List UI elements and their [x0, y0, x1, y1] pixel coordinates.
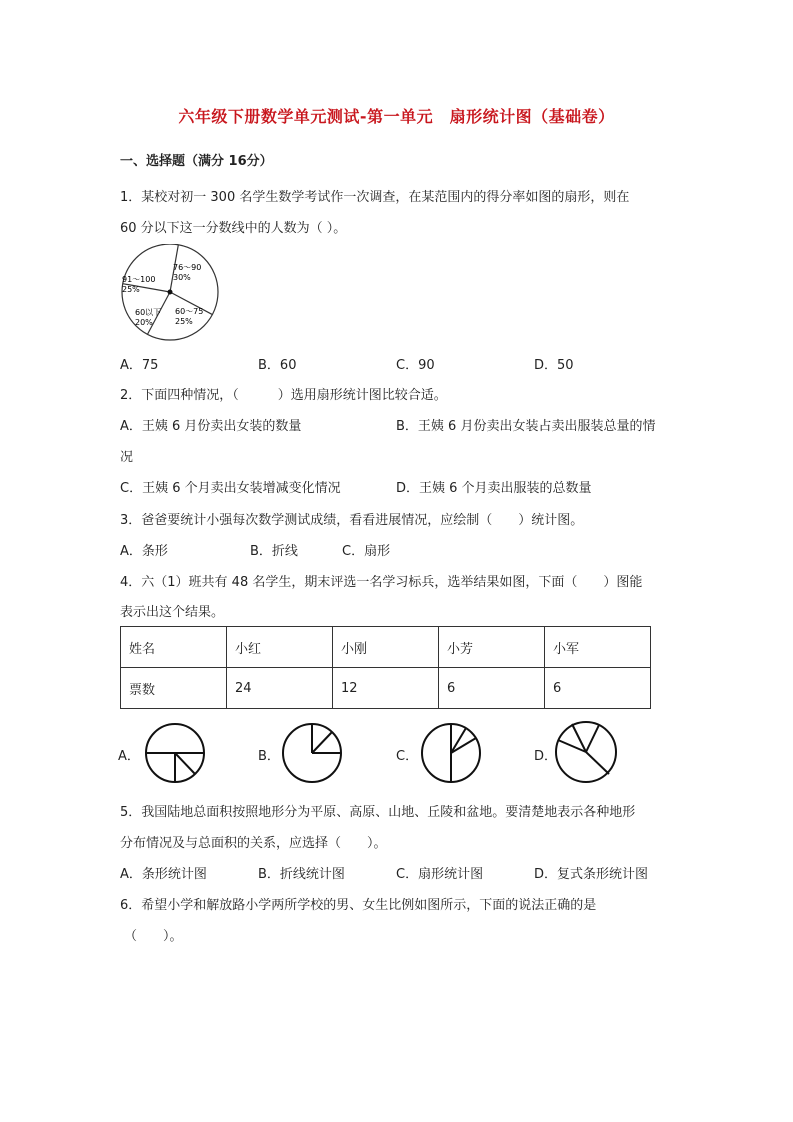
slice-label-91-100: 91～100 — [122, 275, 156, 284]
q1-option-a[interactable]: A．75 — [120, 358, 159, 373]
q5-line2: 分布情况及与总面积的关系，应选择（ ）。 — [120, 836, 387, 851]
table-cell: 12 — [333, 668, 439, 709]
q1-pie-chart — [117, 244, 225, 344]
slice-pct-91-100: 25% — [122, 285, 140, 294]
page-title: 六年级下册数学单元测试-第一单元 扇形统计图（基础卷） — [178, 107, 615, 126]
q3-option-c[interactable]: C．扇形 — [342, 544, 391, 559]
q2-option-d[interactable]: D．王姨 6 个月卖出服装的总数量 — [396, 481, 592, 496]
q4-line2: 表示出这个结果。 — [120, 605, 225, 620]
q4-option-a[interactable]: A． — [118, 749, 140, 764]
q4-option-b-pie[interactable] — [279, 722, 345, 784]
q2-option-a[interactable]: A．王姨 6 月份卖出女装的数量 — [120, 419, 302, 434]
q5-option-c[interactable]: C．扇形统计图 — [396, 867, 484, 882]
slice-pct-76-90: 30% — [173, 273, 191, 282]
q1-option-d[interactable]: D．50 — [534, 358, 574, 373]
q5-line1: 5．我国陆地总面积按照地形分为平原、高原、山地、丘陵和盆地。要清楚地表示各种地形 — [120, 805, 636, 820]
q4-option-d[interactable]: D． — [534, 749, 558, 764]
table-cell: 小军 — [545, 627, 651, 668]
q2-option-b[interactable]: B．王姨 6 月份卖出女装占卖出服装总量的情 — [396, 419, 656, 434]
slice-label-60-75: 60～75 — [175, 307, 204, 316]
q2-option-b-cont: 况 — [120, 450, 134, 465]
q5-option-b[interactable]: B．折线统计图 — [258, 867, 345, 882]
q1-option-c[interactable]: C．90 — [396, 358, 435, 373]
table-cell: 24 — [227, 668, 333, 709]
q2-option-c[interactable]: C．王姨 6 个月卖出女装增减变化情况 — [120, 481, 341, 496]
section-heading: 一、选择题（满分 16分） — [120, 154, 273, 169]
slice-label-below-60: 60以下 — [135, 308, 162, 317]
slice-pct-60-75: 25% — [175, 317, 193, 326]
q5-option-d[interactable]: D．复式条形统计图 — [534, 867, 649, 882]
table-row — [121, 627, 651, 668]
slice-label-76-90: 76～90 — [173, 263, 202, 272]
vote-table — [120, 626, 651, 709]
q5-option-a[interactable]: A．条形统计图 — [120, 867, 207, 882]
q1-line1: 1．某校对初一 300 名学生数学考试作一次调查，在某范围内的得分率如图的扇形，则在 — [120, 190, 630, 205]
q2-line: 2．下面四种情况，（ ）选用扇形统计图比较合适。 — [120, 388, 447, 403]
table-row — [121, 668, 651, 709]
table-cell: 小刚 — [333, 627, 439, 668]
table-cell: 6 — [545, 668, 651, 709]
q4-line1: 4．六（1）班共有 48 名学生，期末评选一名学习标兵，选举结果如图，下面（ ）图能 — [120, 575, 643, 590]
table-cell: 小红 — [227, 627, 333, 668]
pie-center — [168, 290, 173, 295]
slice-pct-below-60: 20% — [135, 318, 153, 327]
q1-line2: 60 分以下这一分数线中的人数为（ ）。 — [120, 221, 347, 236]
q4-option-d-pie[interactable] — [552, 720, 620, 784]
q6-line1: 6．希望小学和解放路小学两所学校的男、女生比例如图所示，下面的说法正确的是 — [120, 898, 597, 913]
q4-option-c-pie[interactable] — [418, 722, 484, 784]
q4-option-c[interactable]: C． — [396, 749, 419, 764]
q1-option-b[interactable]: B．60 — [258, 358, 297, 373]
q4-option-b[interactable]: B． — [258, 749, 280, 764]
q3-option-b[interactable]: B．折线 — [250, 544, 298, 559]
q3-line: 3．爸爸要统计小强每次数学测试成绩，看看进展情况，应绘制（ ）统计图。 — [120, 513, 584, 528]
q3-option-a[interactable]: A．条形 — [120, 544, 168, 559]
q6-line2: （ ）。 — [124, 929, 183, 944]
table-cell: 小芳 — [439, 627, 545, 668]
table-cell: 姓名 — [121, 627, 227, 668]
q4-option-a-pie[interactable] — [143, 722, 209, 784]
table-cell: 6 — [439, 668, 545, 709]
table-cell: 票数 — [121, 668, 227, 709]
